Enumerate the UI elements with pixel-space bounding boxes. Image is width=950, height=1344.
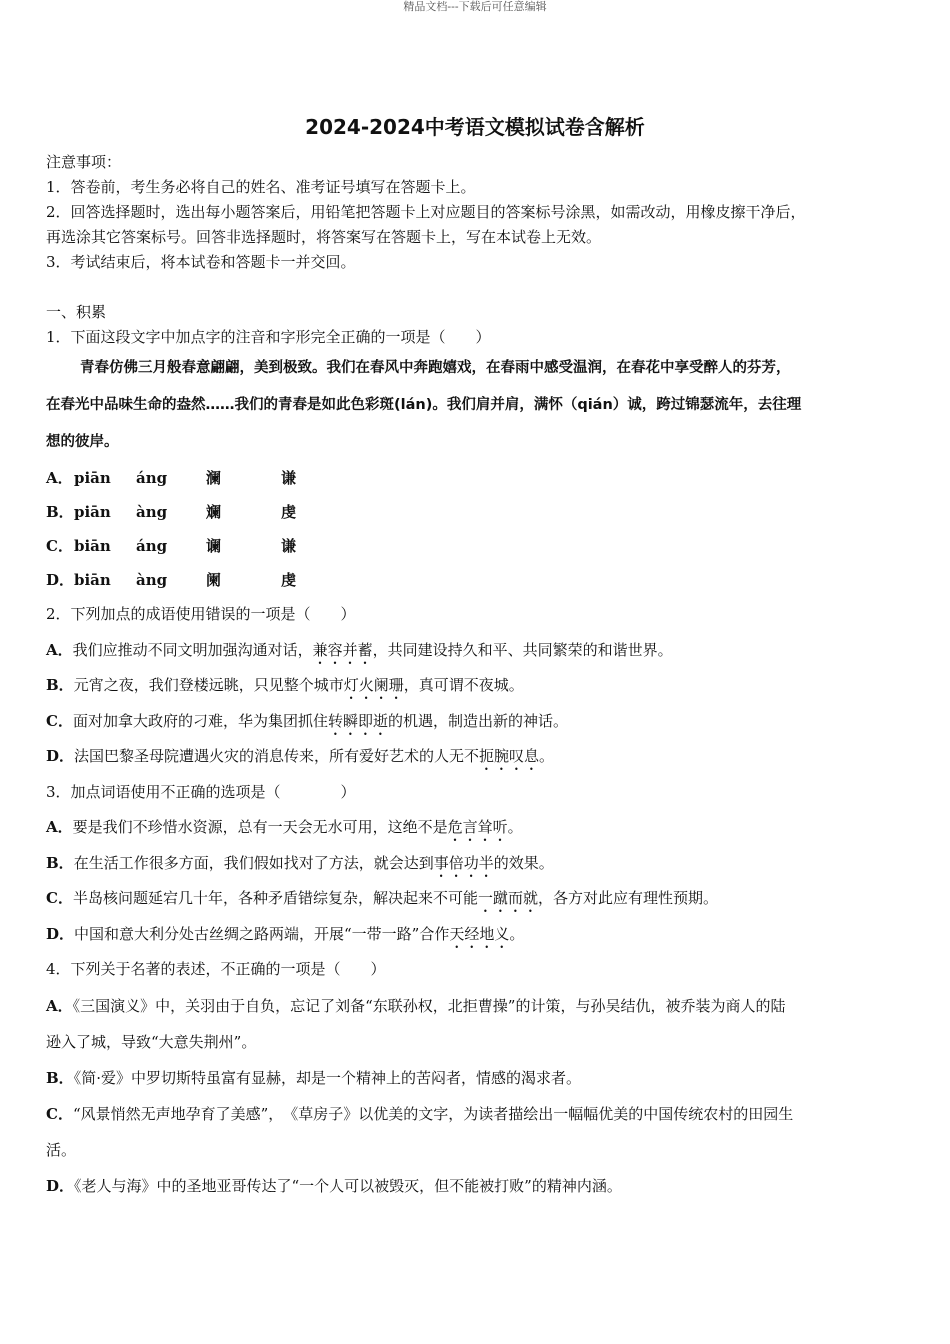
question-4 — [46, 952, 908, 1204]
option-text: 在生活工作很多方面，我们假如找对了方法，就会达到 — [73, 853, 434, 872]
option-b[interactable] — [46, 1060, 908, 1096]
page-title: 2024-2024中考语文模拟试卷含解析 — [305, 115, 645, 139]
option-key: C． — [46, 711, 73, 730]
emphasized-idiom: 灯火阑珊 — [343, 676, 404, 694]
option-pinyin-2: áng — [136, 537, 168, 555]
option-text: ，真可谓不夜城。 — [403, 676, 524, 694]
option-d[interactable] — [46, 739, 908, 775]
option-key: B． — [46, 676, 74, 694]
option-text: 《老人与海》中的圣地亚哥传达了“一个人可以被毁灭，但不能被打败”的精神内涵。 — [74, 1176, 622, 1195]
notice-item: 再选涂其它答案标号。回答非选择题时，将答案写在答题卡上，写在本试卷上无效。 — [46, 228, 602, 246]
option-text: 。 — [509, 924, 525, 943]
passage-line: 青春仿佛三月般春意翩翩，美到极致。我们在春风中奔跑嬉戏，在春雨中感受温润，在春花中享受醉人的芬芳， — [80, 360, 791, 376]
notice-heading: 注意事项： — [46, 153, 122, 171]
option-pinyin-1: piān — [74, 469, 111, 487]
option-a[interactable] — [46, 810, 908, 846]
option-key: C． — [46, 537, 73, 555]
option-text: 的机遇，制造出新的神话。 — [387, 711, 568, 730]
option-pinyin-1: biān — [74, 571, 111, 589]
exam-content — [46, 150, 908, 1204]
option-a[interactable] — [46, 633, 908, 669]
question-stem: 3．加点词语使用不正确的选项是（ ） — [46, 782, 356, 801]
option-d[interactable] — [46, 917, 908, 953]
emphasized-idiom: 兼容并蓄 — [312, 640, 373, 659]
question-stem: 1．下面这段文字中加点字的注音和字形完全正确的一项是（ ） — [46, 328, 491, 346]
emphasized-idiom: 转瞬即逝 — [327, 711, 388, 730]
option-text: 《简·爱》中罗切斯特虽富有显赫，却是一个精神上的苦闷者，情感的渴求者。 — [73, 1068, 581, 1087]
emphasized-idiom: 事倍功半 — [433, 853, 494, 872]
option-key: D． — [46, 571, 75, 589]
option-char-1: 斓 — [206, 503, 222, 521]
option-text: 元宵之夜，我们登楼远眺，只见整个城市 — [73, 676, 344, 694]
notice-item: 1．答卷前，考生务必将自己的姓名、准考证号填写在答题卡上。 — [46, 178, 476, 196]
option-char-2: 虔 — [281, 503, 297, 521]
option-c[interactable] — [46, 881, 908, 917]
question-3 — [46, 775, 908, 953]
option-d[interactable] — [46, 1168, 908, 1204]
question-passage — [46, 350, 908, 461]
option-a[interactable] — [46, 461, 908, 495]
notice-item: 2．回答选择题时，选出每小题答案后，用铅笔把答题卡上对应题目的答案标号涂黑，如需改动，用橡皮擦干净后， — [46, 203, 806, 221]
option-char-1: 谰 — [206, 537, 222, 555]
page-header: 精品文档---下载后可任意编辑 — [403, 0, 547, 13]
emphasized-idiom: 扼腕叹息 — [479, 747, 540, 765]
option-text: 活。 — [46, 1140, 77, 1159]
option-key: B． — [46, 853, 74, 872]
option-b[interactable] — [46, 668, 908, 704]
option-b[interactable] — [46, 846, 908, 882]
option-pinyin-2: áng — [136, 469, 168, 487]
option-d[interactable] — [46, 563, 908, 597]
option-pinyin-2: àng — [136, 503, 168, 521]
option-text: ，各方对此应有理性预期。 — [537, 889, 718, 907]
option-key: D． — [46, 1176, 75, 1195]
option-text: 。 — [507, 818, 523, 836]
option-text: 半岛核问题延宕几十年，各种矛盾错综复杂，解决起来不可能 — [72, 889, 478, 907]
emphasized-idiom: 天经地义 — [449, 924, 510, 943]
option-text: 的效果。 — [493, 853, 554, 872]
option-text: ，共同建设持久和平、共同繁荣的和谐世界。 — [372, 640, 673, 659]
option-key: D． — [46, 924, 75, 943]
section-heading: 一、积累 — [46, 303, 107, 321]
option-key: B． — [46, 1068, 74, 1087]
option-text: “风景悄然无声地孕育了美感”， 《草房子》以优美的文字，为读者描绘出一幅幅优美的中国传统农村的田园生 — [72, 1104, 794, 1123]
emphasized-idiom: 危言耸听 — [447, 818, 508, 836]
option-char-2: 虔 — [281, 571, 297, 589]
passage-line: 想的彼岸。 — [46, 434, 119, 450]
option-char-2: 谦 — [281, 469, 297, 487]
option-char-1: 澜 — [206, 469, 222, 487]
option-text: 我们应推动不同文明加强沟通对话， — [72, 640, 313, 659]
option-key: A． — [46, 996, 73, 1015]
option-char-1: 阑 — [206, 571, 222, 589]
option-a[interactable] — [46, 988, 908, 1060]
question-stem: 2．下列加点的成语使用错误的一项是（ ） — [46, 605, 356, 623]
option-key: C． — [46, 889, 73, 907]
option-text: 中国和意大利分处古丝绸之路两端，开展“一带一路”合作 — [74, 924, 450, 943]
option-key: D． — [46, 747, 75, 765]
option-text: 面对加拿大政府的刁难，华为集团抓住 — [72, 711, 328, 730]
option-c[interactable] — [46, 529, 908, 563]
notice-item: 3．考试结束后，将本试卷和答题卡一并交回。 — [46, 253, 356, 271]
option-c[interactable] — [46, 1096, 908, 1168]
option-text: 《三国演义》中，关羽由于自负，忘记了刘备“东联孙权，北拒曹操”的计策，与孙吴结仇，被乔装为商人的陆 — [72, 996, 786, 1015]
option-key: B． — [46, 503, 74, 521]
option-text: 法国巴黎圣母院遭遇火灾的消息传来，所有爱好艺术的人无不 — [74, 747, 480, 765]
question-stem: 4．下列关于名著的表述，不正确的一项是（ ） — [46, 960, 386, 978]
option-text: 要是我们不珍惜水资源，总有一天会无水可用，这绝不是 — [72, 818, 448, 836]
option-key: A． — [46, 640, 73, 659]
option-text: 。 — [539, 747, 555, 765]
passage-line: 在春光中品味生命的盎然……我们的青春是如此色彩斑(lán)。我们肩并肩，满怀（qián）诚，跨过锦瑟流年，去往理 — [46, 397, 802, 413]
option-key: A． — [46, 818, 73, 836]
option-pinyin-1: biān — [74, 537, 111, 555]
question-2 — [46, 597, 908, 775]
emphasized-idiom: 一蹴而就 — [477, 889, 538, 907]
option-b[interactable] — [46, 495, 908, 529]
question-1 — [46, 325, 908, 597]
option-text: 逊入了城，导致“大意失荆州”。 — [46, 1032, 257, 1051]
option-c[interactable] — [46, 704, 908, 740]
option-pinyin-2: àng — [136, 571, 168, 589]
option-pinyin-1: piān — [74, 503, 111, 521]
option-key: A． — [46, 469, 73, 487]
notice-section — [46, 150, 908, 275]
option-key: C． — [46, 1104, 73, 1123]
option-char-2: 谦 — [281, 537, 297, 555]
